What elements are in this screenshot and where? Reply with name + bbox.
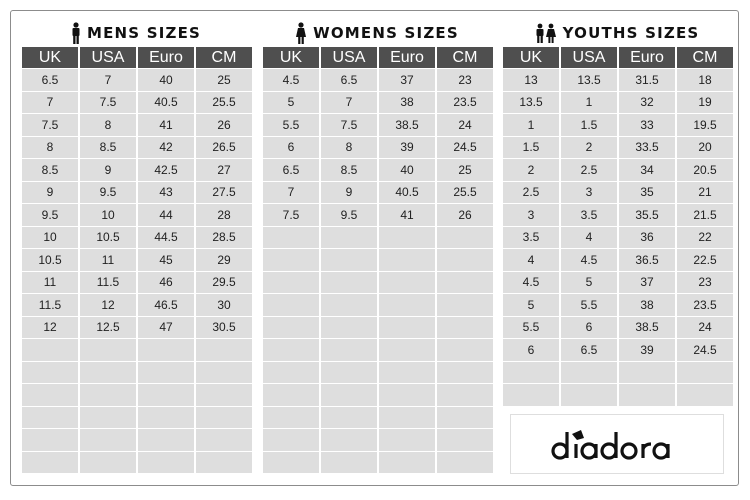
mens-table-cell: 43 (138, 182, 194, 204)
womens-table-cell (263, 362, 319, 384)
youths-table-row (503, 249, 733, 271)
mens-table-cell: 10 (80, 204, 136, 226)
womens-table-cell: 25.5 (437, 182, 493, 204)
womens-table-row (263, 69, 493, 91)
mens-table-cell: 45 (138, 249, 194, 271)
womens-table-cell (321, 429, 377, 451)
youths-table-cell: 5 (503, 294, 559, 316)
womens-table-cell: 8.5 (321, 159, 377, 181)
womens-title-text: WOMENS SIZES (313, 24, 459, 42)
mens-table-cell: 25 (196, 69, 252, 91)
mens-table-cell (196, 339, 252, 361)
womens-table-cell (321, 294, 377, 316)
mens-table-cell: 27.5 (196, 182, 252, 204)
mens-table-cell: 44 (138, 204, 194, 226)
youths-table-row (503, 92, 733, 114)
mens-table-cell: 29.5 (196, 272, 252, 294)
youths-table-cell (677, 384, 733, 406)
youths-table-row (503, 339, 733, 361)
mens-table-cell: 26.5 (196, 137, 252, 159)
youths-table-cell: 35.5 (619, 204, 675, 226)
mens-header-row (22, 47, 252, 68)
mens-table-cell: 8.5 (80, 137, 136, 159)
youths-size-table (501, 46, 735, 407)
womens-table-row (263, 317, 493, 339)
womens-table-cell: 41 (379, 204, 435, 226)
womens-table-cell: 6 (263, 137, 319, 159)
womens-table-row (263, 249, 493, 271)
youths-table-cell: 33 (619, 114, 675, 136)
mens-table-cell: 10 (22, 227, 78, 249)
mens-title (20, 18, 252, 48)
womens-table-cell (263, 317, 319, 339)
mens-table-cell (22, 429, 78, 451)
womens-table-cell (321, 317, 377, 339)
womens-table-cell (437, 317, 493, 339)
youths-table-row (503, 69, 733, 91)
mens-table-cell: 10.5 (80, 227, 136, 249)
womens-table-row (263, 429, 493, 451)
womens-table-row (263, 272, 493, 294)
mens-column-header: Euro (138, 47, 194, 68)
mens-table-cell (80, 407, 136, 429)
mens-table-cell (138, 452, 194, 474)
womens-table-row (263, 339, 493, 361)
mens-table-cell: 11.5 (80, 272, 136, 294)
womens-table-cell: 25 (437, 159, 493, 181)
womens-size-table (261, 46, 495, 474)
mens-table-cell (22, 407, 78, 429)
mens-table-row (22, 317, 252, 339)
youths-table-cell: 5.5 (503, 317, 559, 339)
youths-table-cell: 6 (503, 339, 559, 361)
mens-table-row (22, 362, 252, 384)
mens-table-row (22, 249, 252, 271)
youths-table-cell: 31.5 (619, 69, 675, 91)
womens-table-cell: 9.5 (321, 204, 377, 226)
womens-table-row (263, 227, 493, 249)
mens-column-header: USA (80, 47, 136, 68)
mens-table-cell: 25.5 (196, 92, 252, 114)
womens-column-header: USA (321, 47, 377, 68)
mens-table-cell: 9 (22, 182, 78, 204)
youths-table-cell (619, 384, 675, 406)
mens-title-text: MENS SIZES (86, 24, 202, 42)
mens-table-cell: 29 (196, 249, 252, 271)
mens-table-row (22, 204, 252, 226)
womens-table-cell (437, 249, 493, 271)
womens-title (261, 18, 493, 48)
youths-table-cell: 1 (503, 114, 559, 136)
youths-table-row (503, 114, 733, 136)
mens-size-table (20, 46, 254, 474)
youths-table-body (503, 69, 733, 406)
youths-header-row (503, 47, 733, 68)
youths-table-cell: 37 (619, 272, 675, 294)
mens-table-body (22, 69, 252, 473)
mens-table-row (22, 92, 252, 114)
mens-table-cell: 7 (22, 92, 78, 114)
mens-table-cell: 46.5 (138, 294, 194, 316)
womens-table-row (263, 92, 493, 114)
womens-table-cell: 39 (379, 137, 435, 159)
womens-table-cell (379, 407, 435, 429)
womens-table-cell (437, 227, 493, 249)
mens-table-cell: 9.5 (22, 204, 78, 226)
mens-table-row (22, 407, 252, 429)
youths-table-cell: 21 (677, 182, 733, 204)
womens-table-cell: 8 (321, 137, 377, 159)
woman-icon (295, 22, 307, 44)
youths-table-cell: 18 (677, 69, 733, 91)
mens-table-cell: 47 (138, 317, 194, 339)
womens-column-header: CM (437, 47, 493, 68)
womens-table-row (263, 159, 493, 181)
womens-table-cell (321, 227, 377, 249)
mens-table-cell (80, 384, 136, 406)
womens-table-cell (437, 362, 493, 384)
womens-table-cell: 24 (437, 114, 493, 136)
mens-table-cell: 8.5 (22, 159, 78, 181)
youths-table-row (503, 159, 733, 181)
youths-table-cell (503, 362, 559, 384)
mens-table-cell: 41 (138, 114, 194, 136)
womens-table-cell: 5 (263, 92, 319, 114)
womens-table-cell (437, 272, 493, 294)
womens-table-cell (437, 452, 493, 474)
womens-table-cell (263, 407, 319, 429)
youths-table-cell: 24.5 (677, 339, 733, 361)
womens-column-header: Euro (379, 47, 435, 68)
mens-table-cell (138, 362, 194, 384)
youths-table-row (503, 384, 733, 406)
mens-table-cell (80, 429, 136, 451)
mens-table-row (22, 114, 252, 136)
youths-title-text: YOUTHS SIZES (562, 24, 700, 42)
mens-column-header: CM (196, 47, 252, 68)
mens-table-cell (196, 452, 252, 474)
womens-table-cell (321, 452, 377, 474)
womens-table-cell: 9 (321, 182, 377, 204)
mens-table-cell: 11 (22, 272, 78, 294)
youths-table-row (503, 272, 733, 294)
mens-table-cell: 9 (80, 159, 136, 181)
youths-table-cell: 2 (561, 137, 617, 159)
womens-table-row (263, 407, 493, 429)
youths-table-cell: 38.5 (619, 317, 675, 339)
youths-table-cell: 3.5 (561, 204, 617, 226)
womens-table-cell (263, 294, 319, 316)
womens-table-cell: 40.5 (379, 182, 435, 204)
man-icon (71, 22, 81, 44)
mens-table-cell: 42 (138, 137, 194, 159)
womens-table-cell: 40 (379, 159, 435, 181)
womens-table-row (263, 362, 493, 384)
youths-column-header: UK (503, 47, 559, 68)
youths-table-cell: 1.5 (561, 114, 617, 136)
womens-table-cell (379, 384, 435, 406)
youths-table-cell: 38 (619, 294, 675, 316)
womens-table-cell (321, 384, 377, 406)
mens-table-cell (196, 362, 252, 384)
womens-table-cell: 7.5 (263, 204, 319, 226)
mens-table-cell (22, 362, 78, 384)
youths-table-cell (561, 384, 617, 406)
mens-table-row (22, 452, 252, 474)
womens-table-cell: 5.5 (263, 114, 319, 136)
mens-table-cell: 40 (138, 69, 194, 91)
youths-table-row (503, 362, 733, 384)
youths-table-cell: 13 (503, 69, 559, 91)
womens-table-cell: 6.5 (321, 69, 377, 91)
mens-table-cell: 10.5 (22, 249, 78, 271)
womens-table-cell (437, 294, 493, 316)
womens-table-cell (321, 407, 377, 429)
mens-table-cell: 26 (196, 114, 252, 136)
womens-table-cell (437, 384, 493, 406)
diadora-logo (551, 424, 683, 464)
youths-table-cell: 22.5 (677, 249, 733, 271)
mens-table-cell: 30 (196, 294, 252, 316)
youths-table-cell (561, 362, 617, 384)
mens-table-cell: 12.5 (80, 317, 136, 339)
children-icon (535, 23, 557, 43)
youths-table-cell: 33.5 (619, 137, 675, 159)
youths-table-cell: 32 (619, 92, 675, 114)
womens-column-header: UK (263, 47, 319, 68)
womens-table-cell (321, 339, 377, 361)
mens-table-cell: 27 (196, 159, 252, 181)
youths-table-cell: 19 (677, 92, 733, 114)
mens-table-cell (196, 407, 252, 429)
youths-table-cell: 1 (561, 92, 617, 114)
mens-table-row (22, 69, 252, 91)
mens-table-cell (138, 384, 194, 406)
youths-title (501, 18, 733, 48)
youths-table-cell: 6.5 (561, 339, 617, 361)
youths-table-cell: 36.5 (619, 249, 675, 271)
mens-table-cell: 7.5 (80, 92, 136, 114)
womens-table-row (263, 137, 493, 159)
youths-table-cell: 3 (561, 182, 617, 204)
mens-table-cell (22, 384, 78, 406)
womens-table-row (263, 182, 493, 204)
womens-table-cell: 4.5 (263, 69, 319, 91)
mens-table-cell: 42.5 (138, 159, 194, 181)
youths-table-cell: 20 (677, 137, 733, 159)
womens-table-cell (379, 249, 435, 271)
mens-table-row (22, 227, 252, 249)
mens-table-cell: 30.5 (196, 317, 252, 339)
mens-table-cell: 8 (22, 137, 78, 159)
mens-table-cell (138, 339, 194, 361)
womens-table-cell: 38 (379, 92, 435, 114)
youths-table-row (503, 227, 733, 249)
womens-table-cell: 23 (437, 69, 493, 91)
youths-table-cell: 4 (561, 227, 617, 249)
youths-table-cell: 13.5 (561, 69, 617, 91)
womens-table-row (263, 452, 493, 474)
mens-table-row (22, 137, 252, 159)
mens-table-cell: 11.5 (22, 294, 78, 316)
womens-table-cell: 24.5 (437, 137, 493, 159)
womens-table-cell (379, 317, 435, 339)
youths-column-header: USA (561, 47, 617, 68)
youths-table-cell: 39 (619, 339, 675, 361)
mens-table-cell (80, 339, 136, 361)
mens-table-cell: 6.5 (22, 69, 78, 91)
mens-table-cell (22, 339, 78, 361)
womens-table-cell (321, 249, 377, 271)
mens-table-cell: 12 (22, 317, 78, 339)
youths-table-cell: 24 (677, 317, 733, 339)
womens-table-cell (379, 362, 435, 384)
youths-table-cell: 2.5 (503, 182, 559, 204)
womens-table-cell: 7 (321, 92, 377, 114)
mens-table-cell: 9.5 (80, 182, 136, 204)
womens-table-cell: 23.5 (437, 92, 493, 114)
womens-table-cell (263, 249, 319, 271)
womens-table-cell (263, 272, 319, 294)
youths-table-cell: 5.5 (561, 294, 617, 316)
womens-table-cell (379, 272, 435, 294)
youths-table-row (503, 182, 733, 204)
womens-table-cell (437, 339, 493, 361)
youths-table-cell: 34 (619, 159, 675, 181)
womens-table-cell (321, 272, 377, 294)
youths-table-cell: 13.5 (503, 92, 559, 114)
brand-logo-box (510, 414, 724, 474)
mens-table-cell: 40.5 (138, 92, 194, 114)
youths-table-cell: 19.5 (677, 114, 733, 136)
youths-table-cell: 3 (503, 204, 559, 226)
youths-column-header: CM (677, 47, 733, 68)
mens-table-cell: 28 (196, 204, 252, 226)
mens-column-header: UK (22, 47, 78, 68)
mens-table-cell (138, 429, 194, 451)
youths-table-row (503, 317, 733, 339)
womens-table-cell (379, 429, 435, 451)
mens-table-row (22, 339, 252, 361)
womens-table-cell: 38.5 (379, 114, 435, 136)
mens-table-cell: 28.5 (196, 227, 252, 249)
mens-table-cell: 8 (80, 114, 136, 136)
womens-table-cell (379, 452, 435, 474)
youths-table-row (503, 294, 733, 316)
mens-table-row (22, 159, 252, 181)
mens-table-row (22, 294, 252, 316)
youths-table-cell: 5 (561, 272, 617, 294)
youths-table-cell: 22 (677, 227, 733, 249)
womens-header-row (263, 47, 493, 68)
mens-table-cell (196, 429, 252, 451)
mens-table-cell (196, 384, 252, 406)
womens-table-body (263, 69, 493, 473)
womens-table-row (263, 294, 493, 316)
womens-table-cell (263, 384, 319, 406)
youths-table-cell: 35 (619, 182, 675, 204)
youths-table-row (503, 204, 733, 226)
womens-table-cell (263, 452, 319, 474)
womens-table-cell (379, 339, 435, 361)
youths-table-cell: 21.5 (677, 204, 733, 226)
mens-table-cell (80, 362, 136, 384)
womens-table-cell (263, 429, 319, 451)
womens-table-cell (263, 227, 319, 249)
womens-table-cell: 6.5 (263, 159, 319, 181)
youths-table-cell: 23 (677, 272, 733, 294)
youths-table-cell: 1.5 (503, 137, 559, 159)
womens-table-cell (263, 339, 319, 361)
mens-table-cell: 44.5 (138, 227, 194, 249)
womens-table-cell: 7 (263, 182, 319, 204)
womens-table-cell (379, 227, 435, 249)
mens-table-row (22, 429, 252, 451)
womens-table-cell: 26 (437, 204, 493, 226)
womens-table-cell: 37 (379, 69, 435, 91)
mens-table-cell: 7 (80, 69, 136, 91)
womens-table-cell (321, 362, 377, 384)
mens-table-cell (80, 452, 136, 474)
womens-table-row (263, 204, 493, 226)
youths-table-cell: 3.5 (503, 227, 559, 249)
youths-table-cell (503, 384, 559, 406)
womens-table-cell (437, 429, 493, 451)
womens-table-cell (437, 407, 493, 429)
mens-table-row (22, 182, 252, 204)
womens-table-row (263, 114, 493, 136)
womens-table-cell (379, 294, 435, 316)
youths-table-cell (619, 362, 675, 384)
womens-table-row (263, 384, 493, 406)
mens-table-row (22, 384, 252, 406)
youths-table-cell (677, 362, 733, 384)
youths-table-cell: 23.5 (677, 294, 733, 316)
youths-table-cell: 4.5 (561, 249, 617, 271)
youths-table-cell: 2.5 (561, 159, 617, 181)
youths-table-cell: 4 (503, 249, 559, 271)
mens-table-row (22, 272, 252, 294)
youths-table-cell: 36 (619, 227, 675, 249)
youths-table-cell: 2 (503, 159, 559, 181)
youths-table-row (503, 137, 733, 159)
womens-table-cell: 7.5 (321, 114, 377, 136)
mens-table-cell: 11 (80, 249, 136, 271)
youths-table-cell: 6 (561, 317, 617, 339)
youths-table-cell: 20.5 (677, 159, 733, 181)
youths-table-cell: 4.5 (503, 272, 559, 294)
youths-column-header: Euro (619, 47, 675, 68)
mens-table-cell (22, 452, 78, 474)
mens-table-cell: 12 (80, 294, 136, 316)
mens-table-cell: 46 (138, 272, 194, 294)
mens-table-cell (138, 407, 194, 429)
mens-table-cell: 7.5 (22, 114, 78, 136)
